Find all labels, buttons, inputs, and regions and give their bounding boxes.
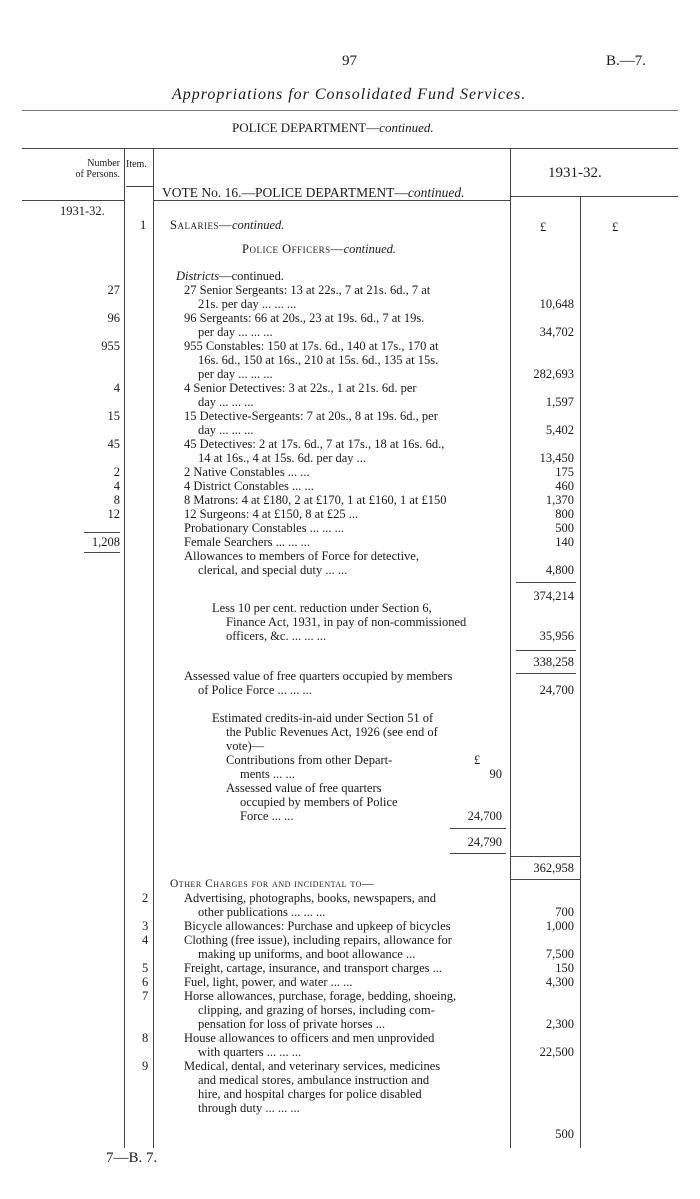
row-amount: 13,450: [539, 451, 574, 465]
persons-count: 955: [101, 339, 120, 353]
persons-count: 15: [107, 409, 120, 423]
row-amount: 460: [555, 479, 574, 493]
row-line: 12 Surgeons: 4 at £150, 8 at £25 ...: [184, 507, 359, 521]
less-line: officers, &c. ... ... ...: [226, 629, 327, 643]
credits-total: 24,790: [467, 835, 502, 849]
row-amount: 282,693: [533, 367, 574, 381]
persons-total: 1,208: [91, 535, 120, 549]
salaries-item-number: 1: [140, 218, 147, 232]
districts-heading: [176, 270, 284, 283]
salaries-total: 362,958: [533, 861, 574, 875]
row-line: 16s. 6d., 150 at 16s., 210 at 15s. 6d., 135 at 15s.: [198, 353, 439, 367]
subtotal-2: 338,258: [533, 655, 574, 669]
charge-line: Clothing (free issue), including repairs, allowance for: [184, 933, 452, 947]
other-charges-heading: Other Charges for and incidental to—: [170, 878, 374, 890]
contributions-amount: 90: [489, 767, 502, 781]
charge-amount: 4,300: [545, 975, 574, 989]
row-line: 96 Sergeants: 66 at 20s., 23 at 19s. 6d., 7 at 19s.: [184, 311, 425, 325]
charge-line: with quarters ... ... ...: [198, 1045, 302, 1059]
row-line: per day ... ... ...: [198, 367, 273, 381]
row-line: 8 Matrons: 4 at £180, 2 at £170, 1 at £160, 1 at £150: [184, 493, 447, 507]
department-name: POLICE DEPARTMENT—: [232, 120, 380, 135]
item-number: 8: [142, 1031, 149, 1045]
vote-title-continued: continued.: [407, 185, 465, 200]
persons-count: 8: [113, 493, 120, 507]
charge-line: Horse allowances, purchase, forage, bedding, shoeing,: [184, 989, 457, 1003]
row-line: 2 Native Constables ... ...: [184, 465, 310, 479]
currency-symbol-2: £: [612, 220, 619, 234]
row-line: 21s. per day ... ... ...: [198, 297, 297, 311]
vote-title-text: VOTE No. 16.—POLICE DEPARTMENT—: [162, 185, 408, 200]
charge-line: Freight, cartage, insurance, and transport charges ...: [184, 961, 443, 975]
item-number: 4: [142, 933, 149, 947]
charge-line: clipping, and grazing of horses, including com-: [198, 1003, 435, 1017]
assessed-quarters-line: Assessed value of free quarters: [226, 781, 382, 795]
department-heading: [232, 121, 434, 134]
item-number: 5: [142, 961, 149, 975]
charge-line: pensation for loss of private horses ...: [198, 1017, 386, 1031]
row-amount: 34,702: [539, 325, 574, 339]
vote-title: [162, 186, 464, 199]
charge-line: Advertising, photographs, books, newspapers, and: [184, 891, 437, 905]
charge-amount: 1,000: [545, 919, 574, 933]
charge-amount: 22,500: [539, 1045, 574, 1059]
row-line: 45 Detectives: 2 at 17s. 6d., 7 at 17s., 18 at 16s. 6d.,: [184, 437, 445, 451]
row-amount: 10,648: [539, 297, 574, 311]
charge-line: Fuel, light, power, and water ... ...: [184, 975, 353, 989]
charge-line: making up uniforms, and boot allowance ...: [198, 947, 416, 961]
row-line: 955 Constables: 150 at 17s. 6d., 140 at 17s., 170 at: [184, 339, 439, 353]
estimated-line: the Public Revenues Act, 1926 (see end of: [226, 725, 438, 739]
row-line: 27 Senior Sergeants: 13 at 22s., 7 at 21s. 6d., 7 at: [184, 283, 431, 297]
charge-amount: 700: [555, 905, 574, 919]
charge-amount: 150: [555, 961, 574, 975]
assessed-line: of Police Force ... ... ...: [198, 683, 312, 697]
persons-count: 12: [107, 507, 120, 521]
item-number: 3: [142, 919, 149, 933]
contributions-currency: £: [474, 753, 481, 767]
charge-amount: 500: [555, 1127, 574, 1141]
persons-count: 2: [113, 465, 120, 479]
item-column-heading: Item.: [126, 159, 147, 170]
charge-line: and medical stores, ambulance instruction and: [198, 1073, 430, 1087]
contributions-line: ments ... ...: [240, 767, 295, 781]
row-line: clerical, and special duty ... ...: [198, 563, 348, 577]
year-heading: 1931-32.: [548, 165, 602, 181]
row-amount: 800: [555, 507, 574, 521]
districts-continued: —continued.: [219, 269, 284, 283]
persons-column-heading: [40, 158, 120, 180]
persons-year: 1931-32.: [60, 204, 105, 218]
row-amount: 5,402: [545, 423, 574, 437]
row-line: Probationary Constables ... ... ...: [184, 521, 345, 535]
assessed-amount: 24,700: [539, 683, 574, 697]
subtotal-1: 374,214: [533, 589, 574, 603]
persons-count: 4: [113, 381, 120, 395]
salaries-continued: continued.: [231, 218, 285, 232]
row-line: Female Searchers ... ... ...: [184, 535, 311, 549]
row-line: Allowances to members of Force for detective,: [184, 549, 419, 563]
document-reference: B.—7.: [606, 53, 647, 69]
row-line: per day ... ... ...: [198, 325, 273, 339]
persons-count: 27: [107, 283, 120, 297]
police-officers-label: Police Officers—: [242, 242, 344, 256]
estimated-line: vote)—: [226, 739, 265, 753]
item-number: 7: [142, 989, 149, 1003]
item-number: 9: [142, 1059, 149, 1073]
row-amount: 1,370: [545, 493, 574, 507]
charge-amount: 7,500: [545, 947, 574, 961]
item-number: 6: [142, 975, 149, 989]
page-number: 97: [342, 53, 357, 69]
row-line: day ... ... ...: [198, 395, 254, 409]
currency-symbol-1: £: [540, 220, 547, 234]
assessed-quarters-line: Force ... ...: [240, 809, 294, 823]
row-line: 14 at 16s., 4 at 15s. 6d. per day ...: [198, 451, 367, 465]
row-amount: 4,800: [545, 563, 574, 577]
persons-count: 45: [107, 437, 120, 451]
contributions-line: Contributions from other Depart-: [226, 753, 393, 767]
districts-label: Districts: [176, 269, 220, 283]
salaries-heading: [170, 219, 284, 232]
police-officers-continued: continued.: [343, 242, 397, 256]
charge-line: Medical, dental, and veterinary services, medicines: [184, 1059, 441, 1073]
row-amount: 175: [555, 465, 574, 479]
row-line: day ... ... ...: [198, 423, 254, 437]
charge-line: hire, and hospital charges for police disabled: [198, 1087, 422, 1101]
charge-amount: 2,300: [545, 1017, 574, 1031]
less-amount: 35,956: [539, 629, 574, 643]
row-line: 15 Detective-Sergeants: 7 at 20s., 8 at 19s. 6d., per: [184, 409, 438, 423]
assessed-quarters-line: occupied by members of Police: [240, 795, 398, 809]
footer-signature: 7—B. 7.: [106, 1150, 158, 1166]
estimated-line: Estimated credits-in-aid under Section 51 of: [212, 711, 434, 725]
persons-heading-line1: Number: [87, 158, 120, 169]
persons-count: 4: [113, 479, 120, 493]
persons-count: 96: [107, 311, 120, 325]
police-officers-heading: [242, 243, 396, 256]
charge-line: other publications ... ... ...: [198, 905, 326, 919]
charge-line: through duty ... ... ...: [198, 1101, 300, 1115]
persons-heading-line2: of Persons.: [75, 169, 120, 180]
item-number: 2: [142, 891, 149, 905]
row-amount: 1,597: [545, 395, 574, 409]
assessed-line: Assessed value of free quarters occupied by members: [184, 669, 453, 683]
row-line: 4 Senior Detectives: 3 at 22s., 1 at 21s. 6d. per: [184, 381, 417, 395]
assessed-quarters-amount: 24,700: [467, 809, 502, 823]
row-amount: 500: [555, 521, 574, 535]
charge-line: House allowances to officers and men unprovided: [184, 1031, 435, 1045]
less-line: Less 10 per cent. reduction under Section 6,: [212, 601, 432, 615]
salaries-label: Salaries—: [170, 218, 232, 232]
row-line: 4 District Constables ... ...: [184, 479, 314, 493]
charge-line: Bicycle allowances: Purchase and upkeep of bicycles: [184, 919, 451, 933]
less-line: Finance Act, 1931, in pay of non-commissioned: [226, 615, 467, 629]
page-title: Appropriations for Consolidated Fund Services.: [172, 86, 527, 103]
row-amount: 140: [555, 535, 574, 549]
department-continued: continued.: [379, 120, 434, 135]
